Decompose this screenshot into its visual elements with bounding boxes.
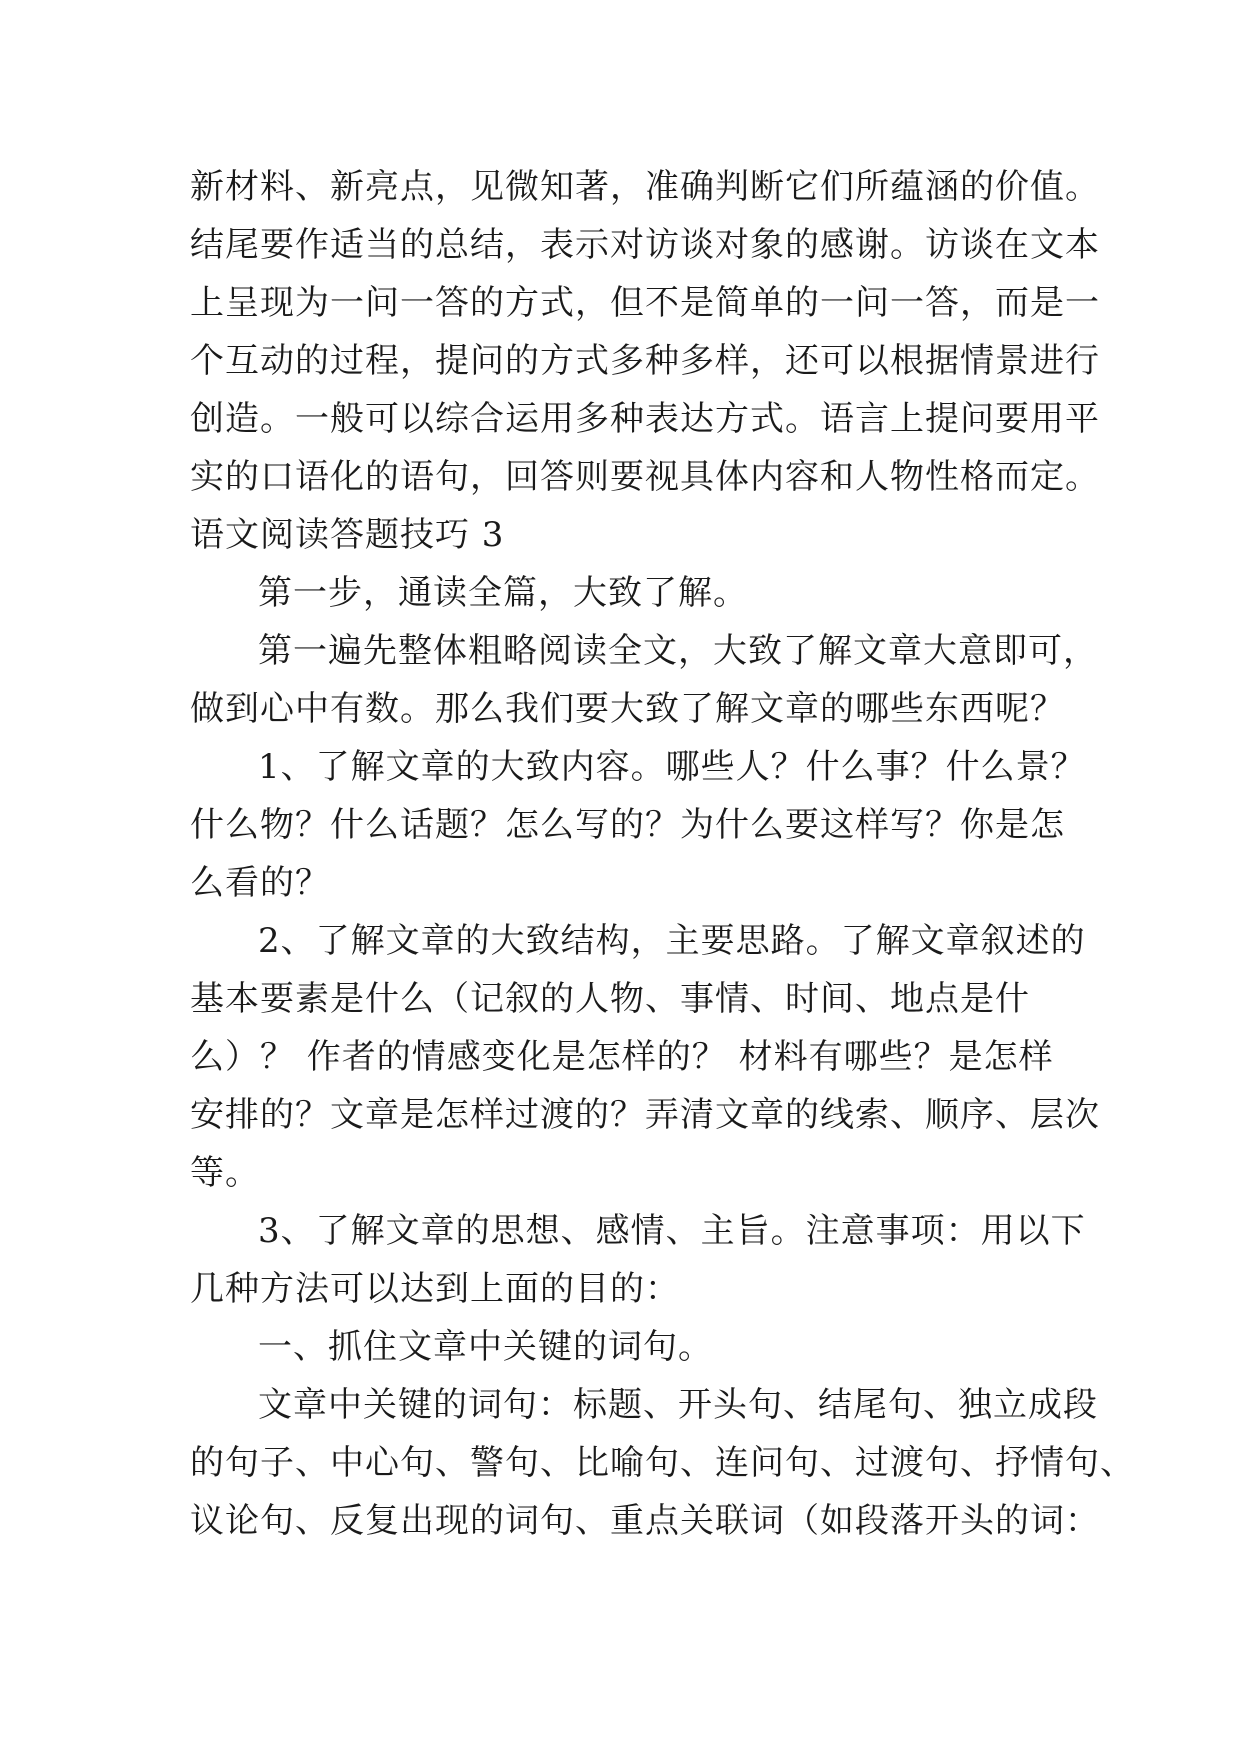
document-body [190, 158, 1135, 1550]
text-line: 上呈现为一问一答的方式，但不是简单的一问一答，而是一 [190, 283, 1100, 323]
text-line: 结尾要作适当的总结，表示对访谈对象的感谢。访谈在文本 [190, 225, 1100, 265]
text-line: 做到心中有数。那么我们要大致了解文章的哪些东西呢？ [190, 689, 1065, 729]
text-line: 创造。一般可以综合运用多种表达方式。语言上提问要用平 [190, 399, 1100, 439]
text-line: 文章中关键的词句：标题、开头句、结尾句、独立成段 [258, 1385, 1098, 1425]
text-line: 第一遍先整体粗略阅读全文，大致了解文章大意即可， [258, 631, 1098, 671]
text-line: 么看的？ [190, 863, 330, 903]
text-line: 安排的？文章是怎样过渡的？弄清文章的线索、顺序、层次 [190, 1095, 1100, 1135]
text-line: 等。 [190, 1153, 260, 1193]
text-line: 议论句、反复出现的词句、重点关联词（如段落开头的词： [190, 1501, 1100, 1541]
list-item-1: 1、了解文章的大致内容。哪些人？什么事？什么景？ [258, 747, 1086, 787]
text-line: 的句子、中心句、警句、比喻句、连问句、过渡句、抒情句、 [190, 1443, 1135, 1483]
list-item-3: 3、了解文章的思想、感情、主旨。注意事项：用以下 [258, 1211, 1086, 1251]
text-line: 新材料、新亮点，见微知著，准确判断它们所蕴涵的价值。 [190, 167, 1100, 207]
text-line: 个互动的过程，提问的方式多种多样，还可以根据情景进行 [190, 341, 1100, 381]
section-heading: 语文阅读答题技巧 3 [190, 515, 505, 555]
list-item-2: 2、了解文章的大致结构，主要思路。了解文章叙述的 [258, 921, 1086, 961]
method-heading: 一、抓住文章中关键的词句。 [258, 1327, 713, 1367]
text-line: 基本要素是什么（记叙的人物、事情、时间、地点是什 [190, 979, 1030, 1019]
text-line: 什么物？什么话题？怎么写的？为什么要这样写？你是怎 [190, 805, 1065, 845]
text-line: 实的口语化的语句，回答则要视具体内容和人物性格而定。 [190, 457, 1100, 497]
text-line: 几种方法可以达到上面的目的： [190, 1269, 680, 1309]
text-line: 么）？ 作者的情感变化是怎样的？ 材料有哪些？是怎样 [190, 1037, 1054, 1077]
step-heading: 第一步，通读全篇，大致了解。 [258, 573, 748, 613]
